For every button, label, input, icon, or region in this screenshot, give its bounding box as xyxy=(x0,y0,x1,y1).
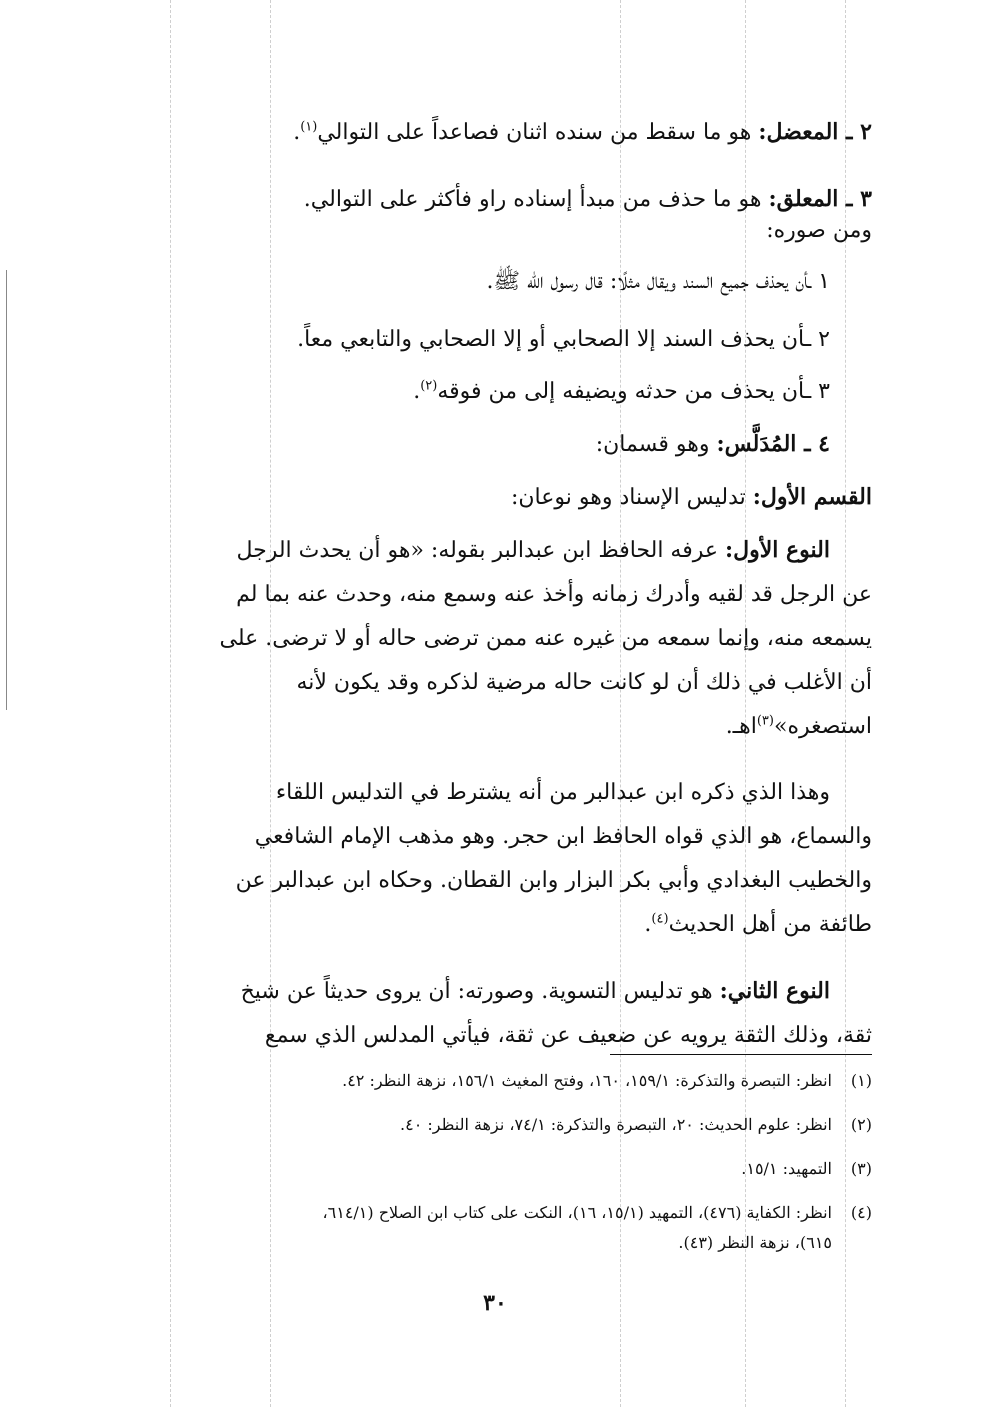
footnote-2 xyxy=(114,1110,872,1140)
line-text: طائفة من أهل الحديث xyxy=(668,912,872,937)
list-text: أن يحذف السند إلا الصحابي أو إلا الصحابي والتابعي معاً. xyxy=(297,327,805,352)
list-text: أن يحذف جميع السند ويقال مثلًا: قال رسول الله ﷺ. xyxy=(486,269,809,294)
paragraph-commentary xyxy=(114,771,872,947)
footnote-text: انظر: علوم الحديث: ٢٠، التبصرة والتذكرة: ٧٤/١، نزهة النظر: ٤٠. xyxy=(400,1115,832,1134)
footnote-number: (١) xyxy=(850,1071,872,1090)
paragraph-text: تدليس الإسناد وهو نوعان: xyxy=(510,485,753,510)
list-text: أن يحذف من حدثه ويضيفه إلى من فوقه xyxy=(437,379,805,404)
section-heading: القسم الأول: xyxy=(752,484,872,510)
text-line: أن الأغلب في ذلك أن لو كانت حاله مرضية لذكره وقد يكون لأنه xyxy=(296,670,872,695)
paragraph-text: وهو قسمان: xyxy=(595,432,717,457)
paragraph-text: هو ما حذف من مبدأ إسناده راو فأكثر على التوالي. xyxy=(303,187,769,212)
term-heading: ٤ ـ المُدَلَّس: xyxy=(716,431,830,457)
footnotes xyxy=(114,1066,872,1272)
line-text: اهـ. xyxy=(725,714,757,739)
paragraph-type-one xyxy=(114,528,872,749)
footnote-continuation: ٦١٥)، نزهة النظر (٤٣). xyxy=(678,1233,832,1252)
text-line: عن الرجل قد لقيه وأدرك زمانه وأخذ عنه وسمع منه، وحدث عنه بما لم xyxy=(236,582,872,607)
main-text xyxy=(114,110,872,1058)
page-edge-line xyxy=(6,270,7,710)
text-line: ثقة، وذلك الثقة يرويه عن ضعيف عن ثقة، فيأتي المدلس الذي سمع xyxy=(264,1023,872,1048)
text-line xyxy=(114,528,872,573)
paragraph-end: . xyxy=(413,379,421,404)
footnote-number: (٢) xyxy=(850,1115,872,1134)
line-text: . xyxy=(644,912,652,937)
term-heading: ٢ ـ المعضل: xyxy=(758,119,872,145)
line-text: هو تدليس التسوية. وصورته: أن يروى حديثاً عن شيخ xyxy=(240,979,720,1004)
section-heading: النوع الثاني: xyxy=(719,978,830,1004)
footnote-text: انظر: الكفاية (٤٧٦)، التمهيد (١٥/١، ١٦)، النكت على كتاب ابن الصلاح (٦١٤/١، xyxy=(322,1203,832,1222)
text-line: والخطيب البغدادي وأبي بكر البزار وابن القطان. وحكاه ابن عبدالبر عن xyxy=(235,868,872,893)
line-text: عرفه الحافظ ابن عبدالبر بقوله: «هو أن يحدث الرجل xyxy=(236,538,725,563)
list-number: ١ ـ xyxy=(808,269,830,294)
text-line: يسمعه منه، وإنما سمعه من غيره عنه ممن ترضى حاله أو لا ترضى. على xyxy=(219,626,872,651)
text-line: والسماع، هو الذي قواه الحافظ ابن حجر. وهو مذهب الإمام الشافعي xyxy=(254,824,872,849)
text-line xyxy=(114,705,872,749)
footnote-ref[interactable]: (٤) xyxy=(651,911,669,927)
list-item xyxy=(114,370,872,414)
footnote-ref[interactable]: (١) xyxy=(300,119,318,135)
page-number: ٣٠ xyxy=(483,1290,507,1316)
list-number: ٣ ـ xyxy=(804,379,830,404)
section-heading: النوع الأول: xyxy=(725,537,830,563)
footnote-number: (٤) xyxy=(850,1203,872,1222)
footnote-text: انظر: التبصرة والتذكرة: ١٥٩/١، ١٦٠، وفتح المغيث ١٥٦/١، نزهة النظر: ٤٢. xyxy=(342,1071,832,1090)
footnote-3 xyxy=(114,1154,872,1184)
footnote-separator xyxy=(610,1054,872,1055)
paragraph-mudallas xyxy=(114,422,872,467)
sub-heading: ومن صوره: xyxy=(766,218,872,243)
paragraph-section-one xyxy=(114,475,872,520)
list-number: ٢ ـ xyxy=(804,327,830,352)
list-item xyxy=(114,318,872,362)
footnote-ref[interactable]: (٢) xyxy=(420,378,438,394)
paragraph-type-two xyxy=(114,969,872,1058)
paragraph-muadal xyxy=(114,110,872,155)
text-line: وهذا الذي ذكره ابن عبدالبر من أنه يشترط في التدليس اللقاء xyxy=(275,780,830,805)
footnote-4 xyxy=(114,1198,872,1258)
footnote-ref[interactable]: (٣) xyxy=(756,713,774,729)
text-line xyxy=(114,969,872,1014)
list-item xyxy=(114,260,872,304)
footnote-text: التمهيد: ١٥/١. xyxy=(741,1159,832,1178)
footnote-number: (٣) xyxy=(850,1159,872,1178)
paragraph-end: . xyxy=(293,120,301,145)
footnote-1 xyxy=(114,1066,872,1096)
line-text: استصغره» xyxy=(773,714,872,739)
text-line xyxy=(114,903,872,947)
term-heading: ٣ ـ المعلق: xyxy=(768,186,872,212)
paragraph-text: هو ما سقط من سنده اثنان فصاعداً على التوالي xyxy=(317,120,759,145)
